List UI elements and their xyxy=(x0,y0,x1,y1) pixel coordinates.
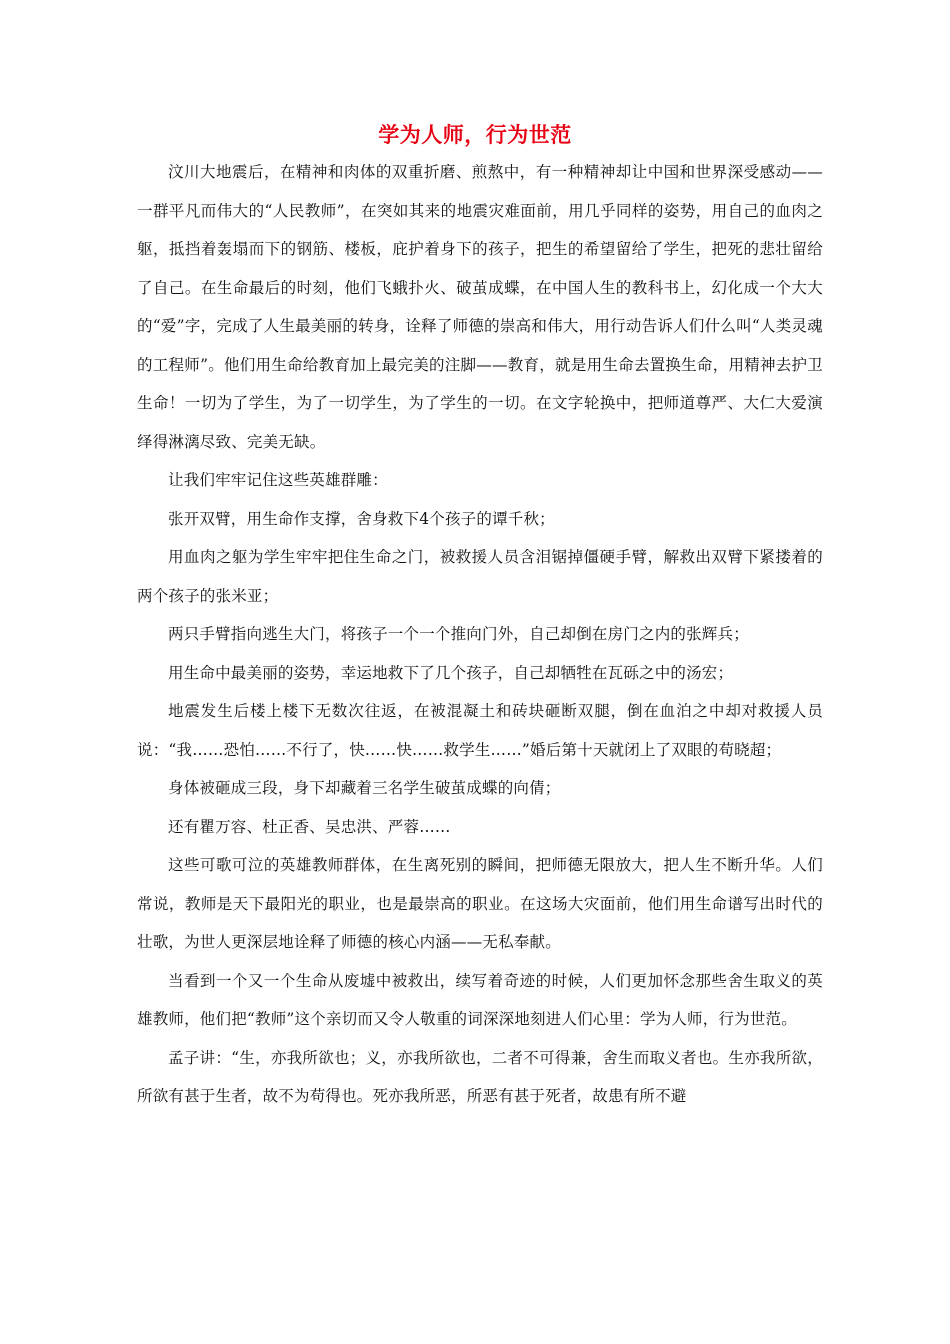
paragraph-hero-zhang-huibing: 两只手臂指向逃生大门，将孩子一个一个推向门外，自己却倒在房门之内的张辉兵； xyxy=(168,625,749,643)
paragraph-hero-zhang-miya: 用血肉之躯为学生牢牢把住生命之门，被救援人员含泪锯掉僵硬手臂，解救出双臂下紧搂着的两个孩子的张米亚； xyxy=(137,548,823,605)
document-title: 学为人师，行为世范 xyxy=(378,122,572,147)
paragraph-rescue: 当看到一个又一个生命从废墟中被救出，续写着奇迹的时候，人们更加怀念那些舍生取义的英雄教师，他们把“教师”这个亲切而又令人敬重的词深深地刻进人们心里：学为人师，行为世范。 xyxy=(137,971,823,1028)
document-body xyxy=(137,153,823,1116)
paragraph-heroes-summary: 这些可歌可泣的英雄教师群体，在生离死别的瞬间，把师德无限放大，把人生不断升华。人们常说，教师是天下最阳光的职业，也是最崇高的职业。在这场大灾面前，他们用生命谱写出时代的壮歌，为世人更深层地诠释了师德的核心内涵——无私奉献。 xyxy=(137,856,823,951)
paragraph-mencius: 孟子讲：“生，亦我所欲也；义，亦我所欲也，二者不可得兼，舍生而取义者也。生亦我所欲，所欲有甚于生者，故不为苟得也。死亦我所恶，所恶有甚于死者，故患有所不避 xyxy=(137,1048,823,1105)
paragraph-hero-tang: 用生命中最美丽的姿势，幸运地救下了几个孩子，自己却牺牲在瓦砾之中的汤宏； xyxy=(168,663,734,682)
paragraph-others: 还有瞿万容、杜正香、吴忠洪、严蓉…… xyxy=(168,817,451,836)
paragraph-hero-tan: 张开双臂，用生命作支撑，舍身救下4个孩子的谭千秋； xyxy=(168,509,555,528)
paragraph-remember: 让我们牢牢记住这些英雄群雕： xyxy=(168,471,388,489)
paragraph-hero-xiang: 身体被砸成三段，身下却藏着三名学生破茧成蝶的向倩； xyxy=(168,779,561,797)
paragraph-hero-gou: 地震发生后楼上楼下无数次往返，在被混凝土和砖块砸断双腿，倒在血泊之中却对救援人员说：“我……恐怕……不行了，快……快……救学生……”婚后第十天就闭上了双眼的苟晓超； xyxy=(137,702,823,759)
paragraph-intro: 汶川大地震后，在精神和肉体的双重折磨、煎熬中，有一种精神却让中国和世界深受感动——一群平凡而伟大的“人民教师”，在突如其来的地震灾难面前，用几乎同样的姿势，用自己的血肉之躯，抵挡着轰塌而下的钢筋、楼板，庇护着身下的孩子，把生的希望留给了学生，把死的悲壮留给了自己。在生命最后的时刻，他们飞蛾扑火、破茧成蝶，在中国人生的教科书上，幻化成一个大大的“爱”字，完成了人生最美丽的转身，诠释了师德的崇高和伟大，用行动告诉人们什么叫“人类灵魂的工程师”。他们用生命给教育加上最完美的注脚——教育，就是用生命去置换生命，用精神去护卫生命！一切为了学生，为了一切学生，为了学生的一切。在文字轮换中，把师道尊严、大仁大爱演绎得淋漓尽致、完美无缺。 xyxy=(137,163,823,451)
